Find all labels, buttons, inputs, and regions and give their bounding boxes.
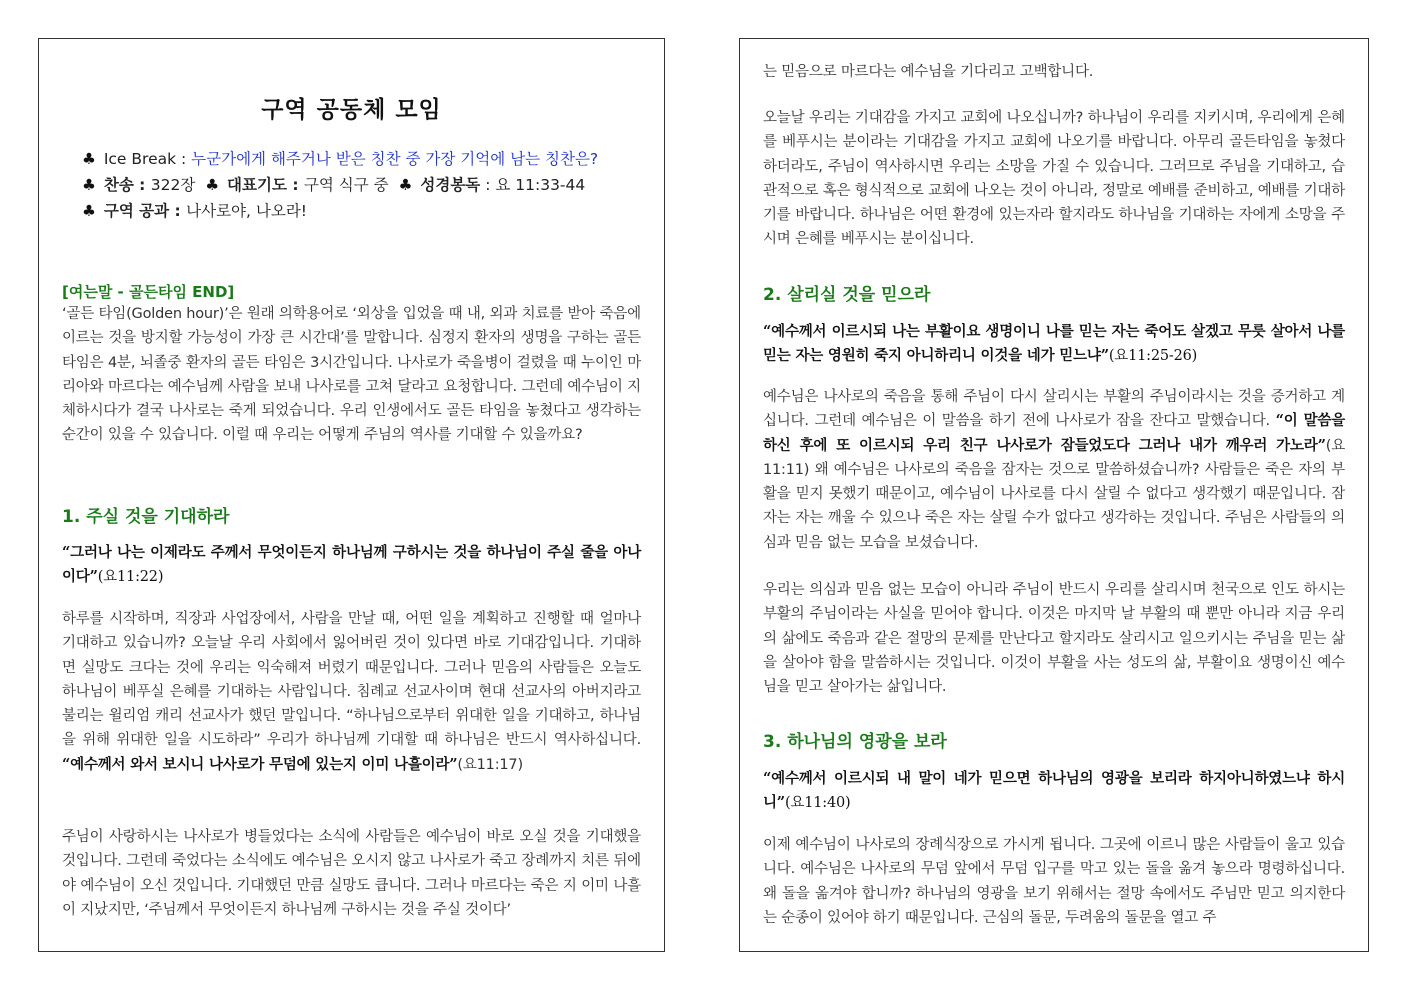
section2-para1b: 왜 예수님은 나사로의 죽음을 잠자는 것으로 말씀하셨습니까? 사람들은 죽은 자의 부활을 믿지 못했기 때문이고, 예수님이 나사로를 다시 살릴 수 없다고 생각했기 때문입니다. 잠자는 자는 깨울 수 있으나 죽은 자는 살릴 수가 없다고 생각하는 것입니다. 주님은 사람들의 의심과 믿음 없는 모습을 보셨습니다. — [763, 461, 1345, 551]
lesson-label: 구역 공과 : — [103, 202, 187, 220]
hymn-value: 322장 — [150, 176, 196, 194]
right-page — [739, 38, 1369, 952]
section2-para1-ref: (요11:11) — [763, 437, 1345, 478]
lesson-value: 나사로야, 나오라! — [186, 202, 308, 220]
section1-verse-text: “그러나 나는 이제라도 주께서 무엇이든지 하나님께 구하시는 것을 하나님이 주실 줄을 아나이다” — [62, 544, 641, 585]
expectation-paragraph: 오늘날 우리는 기대감을 가지고 교회에 나오십니까? 하나님이 우리를 지키시며, 우리에게 은혜를 베푸시는 분이라는 기대감을 가지고 교회에 나오기를 바랍니다. 아무리 골든타임을 놓쳤다 하더라도, 주님이 역사하시면 우리는 소망을 가질 수 있습니다. 그러므로 주님을 기대하고, 습관적으로 혹은 형식적으로 교회에 나오는 것이 아니라, 정말로 예배를 준비하고, 예배를 기대하기를 바랍니다. 하나님은 어떤 환경에 있는자라 할지라도 하나님을 기대하는 자에게 소망을 주시며 은혜를 베푸시는 분이십니다. — [763, 110, 1345, 248]
club-icon: ♣ — [82, 202, 96, 220]
ice-break-question: 누군가에게 해주거나 받은 칭찬 중 가장 기억에 남는 칭찬은? — [191, 150, 599, 168]
section2-title: 2. 살리실 것을 믿으라 — [763, 285, 931, 305]
section1-para1-verse: “예수께서 와서 보시니 나사로가 무덤에 있는지 이미 나흘이라” — [62, 755, 458, 773]
reading-label: 성경봉독 — [420, 176, 481, 194]
prayer-value: 구역 식구 중 — [303, 176, 389, 194]
section2-paragraph2: 우리는 의심과 믿음 없는 모습이 아니라 주님이 반드시 우리를 살리시며 천국으로 인도 하시는 부활의 주님이라는 사실을 믿어야 합니다. 이것은 마지막 날 부활의 때 뿐만 아니라 지금 우리의 삶에도 죽음과 같은 절망의 문제를 만난다고 할지라도 살리시고 일으키시는 주님을 믿는 삶을 살아야 함을 말씀하시는 것입니다. 이것이 부활을 사는 성도의 삶, 부활이요 생명이신 예수님을 믿고 살아가는 삶입니다. — [763, 582, 1345, 696]
section3-verse-ref: (요11:40) — [784, 795, 851, 811]
club-icon: ♣ — [398, 176, 413, 194]
reading-value: : 요 11:33-44 — [480, 176, 586, 194]
club-icon: ♣ — [82, 176, 96, 194]
section2-paragraph1 — [763, 385, 1345, 555]
section1-verse-ref: (요11:22) — [97, 569, 164, 585]
ice-break-sep: : — [176, 150, 192, 168]
club-icon: ♣ — [82, 150, 96, 168]
section1-paragraph1 — [62, 607, 641, 777]
worship-order-line — [62, 172, 641, 198]
section2-verse-text: “예수께서 이르시되 나는 부활이요 생명이니 나를 믿는 자는 죽어도 살겠고 무릇 살아서 나를 믿는 자는 영원히 죽지 아니하리니 이것을 네가 믿느냐” — [763, 323, 1345, 364]
section1-para1-ref: (요11:17) — [457, 756, 523, 773]
page-title: 구역 공동체 모임 — [261, 97, 442, 123]
section2-para1-verse: “이 말씀을 하신 후에 또 이르시되 우리 친구 나사로가 잠들었도다 그러나 내가 깨우러 가노라” — [763, 412, 1345, 454]
hymn-label: 찬송 : — [103, 176, 151, 194]
lesson-line — [62, 198, 641, 224]
section1-para1-text: 하루를 시작하며, 직장과 사업장에서, 사람을 만날 때, 어떤 일을 계획하고 진행할 때 얼마나 기대하고 있습니까? 오늘날 우리 사회에서 잃어버린 것이 있다면 바로 기대감입니다. 기대하면 실망도 크다는 것에 우리는 익숙해져 버렸기 때문입니다. 그러나 믿음의 사람들은 오늘도 하나님이 베푸실 은혜를 기대하는 사람입니다. 침례교 선교사이며 현대 선교사의 아버지라고 불리는 윌리엄 캐리 선교사가 했던 말입니다. “하나님으로부터 위대한 일을 기대하고, 하나님을 위해 위대한 일을 시도하라” 우리가 하나님께 기대할 때 하나님은 반드시 역사하십니다. — [62, 611, 641, 749]
intro-heading: [여는말 - 골든타임 END] — [62, 283, 235, 301]
section1-verse — [62, 541, 641, 589]
section3-title: 3. 하나님의 영광을 보라 — [763, 732, 947, 752]
section2-verse-ref: (요11:25-26) — [1108, 348, 1198, 364]
club-icon: ♣ — [205, 176, 220, 194]
prayer-label: 대표기도 : — [227, 176, 304, 194]
left-page-content — [62, 39, 641, 918]
section1-paragraph2: 주님이 사랑하시는 나사로가 병들었다는 소식에 사람들은 예수님이 바로 오실 것을 기대했을 것입니다. 그런데 죽었다는 소식에도 예수님은 오시지 않고 나사로가 죽고 장례까지 치른 뒤에야 예수님이 오신 것입니다. 기대했던 만큼 실망도 큽니다. 그러나 마르다는 죽은 지 이미 나흘이 지났지만, ‘주님께서 무엇이든지 하나님께 구하시는 것을 주실 것이다’ — [62, 829, 641, 918]
continued-paragraph: 는 믿음으로 마르다는 예수님을 기다리고 고백합니다. — [763, 64, 1094, 80]
section2-verse — [763, 320, 1345, 368]
section2-para1a: 예수님은 나사로의 죽음을 통해 주님이 다시 살리시는 부활의 주님이라시는 것을 증거하고 계십니다. 그런데 예수님은 이 말씀을 하기 전에 나사로가 잠을 잔다고 말했습니다. — [763, 389, 1345, 430]
intro-paragraph: ‘골든 타임(Golden hour)’은 원래 의학용어로 ‘외상을 입었을 때 내, 외과 치료를 받아 죽음에 이르는 것을 방지할 가능성이 가장 큰 시간대’를 말합니다. 심정지 환자의 생명을 구하는 골든 타임은 4분, 뇌졸중 환자의 골든 타임은 3시간입니다. 나사로가 죽을병이 걸렸을 때 누이인 마리아와 마르다는 예수님께 사람을 보내 나사로를 고쳐 달라고 요청합니다. 그런데 예수님이 지체하시다가 결국 나사로는 죽게 되었습니다. 우리 인생에서도 골든 타임을 놓쳤다고 생각하는 순간이 있을 수 있습니다. 이럴 때 우리는 어떻게 주님의 역사를 기대할 수 있을까요? — [62, 306, 641, 444]
section1-title: 1. 주실 것을 기대하라 — [62, 507, 230, 527]
left-page — [38, 38, 665, 952]
section3-paragraph1: 이제 예수님이 나사로의 장례식장으로 가시게 됩니다. 그곳에 이르니 많은 사람들이 울고 있습니다. 예수님은 나사로의 무덤 앞에서 무덤 입구를 막고 있는 돌을 옮겨 놓으라 명령하십니다. 왜 돌을 옮겨야 합니까? 하나님의 영광을 보기 위해서는 절망 속에서도 주님만 믿고 의지한다는 순종이 있어야 하기 때문입니다. 근심의 돌문, 두려움의 돌문을 열고 주 — [763, 837, 1345, 926]
section3-verse — [763, 767, 1345, 815]
ice-break-line — [62, 146, 641, 172]
section3-verse-text: “예수께서 이르시되 내 말이 네가 믿으면 하나님의 영광을 보리라 하지아니하였느냐 하시니” — [763, 770, 1345, 811]
ice-break-label: Ice Break — [103, 150, 177, 168]
